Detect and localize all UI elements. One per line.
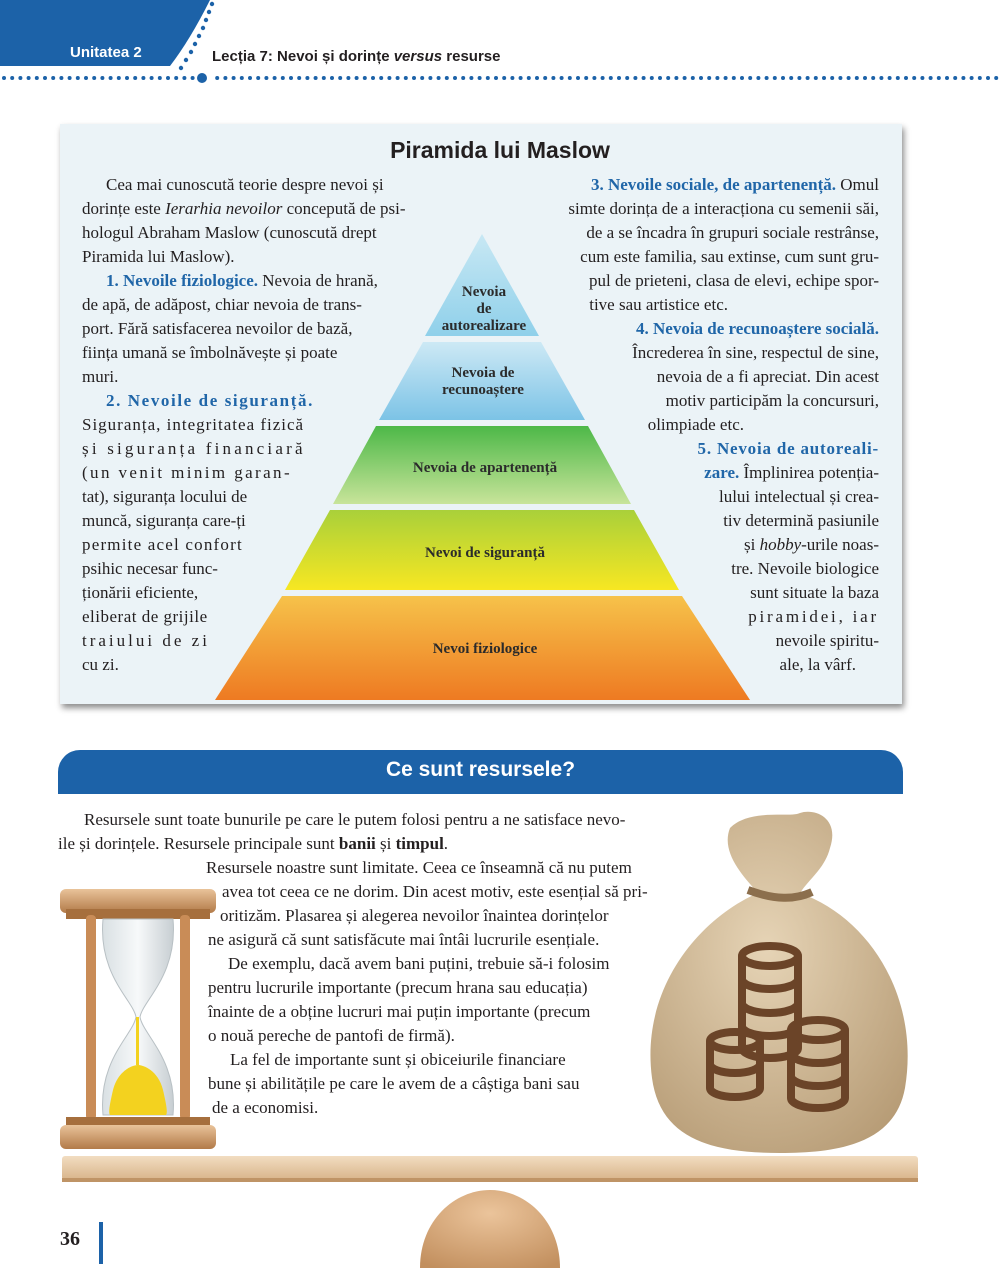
maslow-left-line bbox=[82, 341, 337, 365]
text-segment: Împlinirea potenția- bbox=[739, 463, 879, 482]
header-dots-curve bbox=[160, 0, 220, 80]
maslow-left-line bbox=[82, 605, 208, 629]
maslow-right-line bbox=[459, 221, 879, 245]
text-segment: de apă, de adăpost, chiar nevoia de trans- bbox=[82, 295, 362, 314]
maslow-right-line bbox=[459, 509, 879, 533]
text-segment: De exemplu, dacă avem bani puțini, trebuie să-i folosim bbox=[228, 954, 610, 973]
text-segment: zare. bbox=[704, 463, 740, 482]
maslow-right-line bbox=[459, 269, 879, 293]
resources-banner-rule bbox=[58, 792, 903, 794]
maslow-right-line bbox=[459, 317, 879, 341]
maslow-right-line bbox=[459, 605, 879, 629]
text-segment: ne asigură că sunt satisfăcute mai întâi lucrurile esențiale. bbox=[208, 930, 600, 949]
maslow-left-line bbox=[82, 221, 377, 245]
resources-title: Ce sunt resursele? bbox=[385, 758, 576, 781]
text-segment: avea tot ceea ce ne dorim. Din acest motiv, este esențial să pri- bbox=[222, 882, 648, 901]
lesson-title-suffix: resurse bbox=[442, 48, 501, 65]
text-segment: Resursele noastre sunt limitate. Ceea ce înseamnă că nu putem bbox=[206, 858, 632, 877]
maslow-left-line bbox=[106, 389, 314, 413]
text-segment: 1. Nevoile fiziologice. bbox=[106, 271, 259, 290]
maslow-left-line bbox=[106, 173, 384, 197]
maslow-left-line bbox=[82, 557, 218, 581]
pyramid-label-line: de bbox=[476, 301, 492, 317]
text-segment: ile și dorințele. Resursele principale sunt bbox=[58, 834, 339, 853]
maslow-left-line bbox=[82, 317, 352, 341]
maslow-right-line bbox=[324, 413, 744, 437]
text-segment: hobby bbox=[759, 535, 802, 554]
money-bag-image bbox=[640, 808, 940, 1158]
text-segment: Resursele sunt toate bunurile pe care le putem folosi pentru a ne satisface nevo- bbox=[84, 810, 626, 829]
seesaw-image bbox=[60, 1150, 920, 1268]
maslow-right-line bbox=[459, 533, 879, 557]
resources-line bbox=[208, 928, 599, 952]
text-segment: 3. Nevoile sociale, de apartenență. bbox=[590, 175, 837, 194]
maslow-right-line bbox=[459, 389, 879, 413]
maslow-right-line bbox=[459, 629, 879, 653]
text-segment: -urile noas- bbox=[801, 535, 879, 554]
text-segment: înainte de a obține lucruri mai puțin importante (precum bbox=[208, 1002, 591, 1021]
text-segment: banii bbox=[338, 834, 376, 853]
text-segment: Ierarhia nevoilor bbox=[165, 199, 283, 218]
text-segment: port. Fără satisfacerea nevoilor de bază, bbox=[82, 319, 353, 338]
page-number-bar bbox=[99, 1222, 103, 1264]
text-segment: o nouă pereche de pantofi de firmă). bbox=[208, 1026, 455, 1045]
text-segment: și bbox=[743, 535, 760, 554]
lesson-title-italic: versus bbox=[393, 48, 443, 65]
text-segment: . bbox=[443, 834, 449, 853]
text-segment: dorințe este bbox=[82, 199, 166, 218]
resources-line bbox=[84, 808, 625, 832]
text-segment: cum este familia, sau extinse, cum sunt gru- bbox=[580, 247, 879, 266]
pyramid-label-siguranta: Nevoi de siguranță bbox=[425, 545, 545, 561]
text-segment: și siguranța financiară bbox=[82, 439, 306, 458]
text-segment: bune și abilitățile pe care le avem de a câștiga bani sau bbox=[208, 1074, 580, 1093]
text-segment: concepută de psi- bbox=[282, 199, 406, 218]
text-segment: tre. Nevoile biologice bbox=[731, 559, 879, 578]
lesson-title-prefix: Lecția 7: Nevoi și dorințe bbox=[212, 48, 394, 65]
pyramid-label-fiziologice: Nevoi fiziologice bbox=[432, 641, 538, 657]
maslow-left-line bbox=[82, 485, 247, 509]
text-segment: piramidei, iar bbox=[748, 607, 879, 626]
maslow-right-line bbox=[459, 173, 879, 197]
text-segment: sunt situate la baza bbox=[750, 583, 879, 602]
text-segment: 4. Nevoia de recunoaștere socială. bbox=[636, 319, 879, 338]
resources-line bbox=[208, 976, 588, 1000]
text-segment: eliberat de grijile bbox=[82, 607, 208, 626]
text-segment: tat), siguranța locului de bbox=[82, 487, 248, 506]
text-segment: ființa umană se îmbolnăvește și poate bbox=[82, 343, 338, 362]
resources-line bbox=[208, 1072, 579, 1096]
resources-line bbox=[208, 1000, 590, 1024]
text-segment: de a se încadra în grupuri sociale restrânse, bbox=[586, 223, 879, 242]
resources-line bbox=[212, 1096, 318, 1120]
text-segment: muri. bbox=[82, 367, 119, 386]
text-segment: permite acel confort bbox=[82, 535, 243, 554]
text-segment: La fel de importante sunt și obiceiurile financiare bbox=[230, 1050, 566, 1069]
text-segment: 2. Nevoile de siguranță. bbox=[106, 391, 314, 410]
maslow-right-line bbox=[459, 341, 879, 365]
text-segment: (un venit minim garan- bbox=[82, 463, 293, 482]
maslow-right-line bbox=[459, 245, 879, 269]
maslow-left-line bbox=[82, 197, 406, 221]
maslow-left-line bbox=[82, 461, 292, 485]
maslow-left-line bbox=[82, 581, 198, 605]
text-segment: cu zi. bbox=[82, 655, 119, 674]
text-segment: simte dorința de a interacționa cu semenii săi, bbox=[568, 199, 879, 218]
page-number: 36 bbox=[60, 1228, 80, 1250]
pyramid-label-line: Nevoia bbox=[461, 284, 507, 300]
unit-label: Unitatea 2 bbox=[70, 44, 142, 61]
pyramid-label-line: Nevoia de bbox=[451, 365, 515, 381]
resources-line bbox=[208, 1024, 455, 1048]
text-segment: 5. Nevoia de autoreali- bbox=[697, 439, 879, 458]
text-segment: lului intelectual și crea- bbox=[718, 487, 879, 506]
text-segment: de a economisi. bbox=[212, 1098, 319, 1117]
text-segment: hologul Abraham Maslow (cunoscută drept bbox=[82, 223, 377, 242]
text-segment: pentru lucrurile importante (precum hrana sau educația) bbox=[208, 978, 588, 997]
text-segment: Piramida lui Maslow). bbox=[82, 247, 235, 266]
resources-line bbox=[206, 856, 632, 880]
text-segment: tive sau artistice etc. bbox=[589, 295, 728, 314]
resources-line bbox=[228, 952, 609, 976]
maslow-right-line bbox=[459, 365, 879, 389]
maslow-left-line bbox=[106, 269, 378, 293]
maslow-left-line bbox=[82, 629, 210, 653]
maslow-left-line bbox=[82, 509, 246, 533]
text-segment: Nevoia de hrană, bbox=[258, 271, 378, 290]
text-segment: motiv participăm la concursuri, bbox=[665, 391, 879, 410]
maslow-left-line bbox=[82, 533, 243, 557]
text-segment: pul de prieteni, clasa de elevi, echipe spor- bbox=[589, 271, 879, 290]
text-segment: ale, la vârf. bbox=[779, 655, 856, 674]
maslow-right-line bbox=[436, 653, 856, 677]
pyramid-label-line: recunoaștere bbox=[442, 382, 524, 398]
resources-line bbox=[222, 880, 648, 904]
resources-line bbox=[58, 832, 448, 856]
pyramid-label-line: autorealizare bbox=[441, 318, 527, 334]
maslow-left-line bbox=[82, 365, 118, 389]
pyramid-label-apartenenta: Nevoia de apartenență bbox=[412, 460, 558, 476]
text-segment: nevoile spiritu- bbox=[775, 631, 879, 650]
text-segment: timpul bbox=[395, 834, 444, 853]
hourglass-image bbox=[58, 885, 218, 1155]
text-segment: traiului de zi bbox=[82, 631, 210, 650]
text-segment: ționării eficiente, bbox=[82, 583, 199, 602]
maslow-left-line bbox=[82, 245, 235, 269]
maslow-right-line bbox=[459, 437, 879, 461]
lesson-title bbox=[212, 48, 500, 65]
resources-line bbox=[230, 1048, 566, 1072]
maslow-right-line bbox=[459, 557, 879, 581]
text-segment: tiv determină pasiunile bbox=[723, 511, 879, 530]
text-segment: Încrederea în sine, respectul de sine, bbox=[632, 343, 879, 362]
maslow-right-line bbox=[459, 581, 879, 605]
maslow-title: Piramida lui Maslow bbox=[390, 137, 610, 163]
text-segment: Omul bbox=[836, 175, 879, 194]
text-segment: Cea mai cunoscută teorie despre nevoi și bbox=[106, 175, 384, 194]
text-segment: Siguranța, integritatea fizică bbox=[82, 415, 305, 434]
text-segment: psihic necesar func- bbox=[82, 559, 218, 578]
text-segment: olimpiade etc. bbox=[647, 415, 744, 434]
maslow-left-line bbox=[82, 653, 119, 677]
text-segment: oritizăm. Plasarea și alegerea nevoilor înaintea dorințelor bbox=[220, 906, 609, 925]
maslow-right-line bbox=[459, 485, 879, 509]
header-dotted-rule bbox=[0, 73, 1000, 83]
maslow-left-line bbox=[82, 437, 306, 461]
text-segment: muncă, siguranța care-ți bbox=[82, 511, 246, 530]
text-segment: nevoia de a fi apreciat. Din acest bbox=[656, 367, 879, 386]
text-segment: și bbox=[375, 834, 396, 853]
maslow-right-line bbox=[308, 293, 728, 317]
maslow-right-line bbox=[459, 197, 879, 221]
maslow-right-line bbox=[459, 461, 879, 485]
maslow-left-line bbox=[82, 413, 304, 437]
resources-line bbox=[220, 904, 608, 928]
